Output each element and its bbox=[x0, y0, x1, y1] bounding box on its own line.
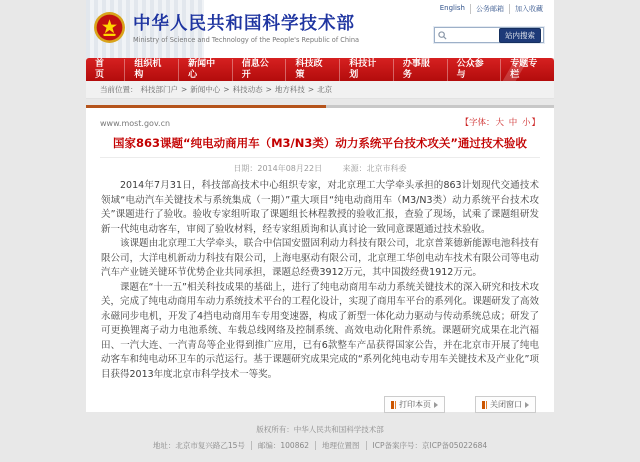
search-icon bbox=[438, 31, 447, 40]
nav-item-organization[interactable]: 组织机构 bbox=[124, 59, 178, 81]
footer-icp: ICP备案序号：京ICP备05022684 bbox=[372, 441, 488, 450]
font-size-medium[interactable]: 中 bbox=[508, 118, 518, 128]
article-paragraph: 2014年7月31日，科技部高技术中心组织专家，对北京理工大学牵头承担的863计划现代交通技术领域“电动汽车关键技术与系统集成（一期）”重大项目“纯电动商用车（M3/N3类）动力系统平台技术攻关”课题进行了验收。验收专家组听取了课题组长林程教授的验收汇报，查验了现场，试乘了课题组研发新一代纯电动客车，审阅了验收材料，经专家组质询和认真讨论一致同意课题通过技术验收。 bbox=[101, 180, 539, 235]
close-window-label: 关闭窗口 bbox=[490, 400, 522, 410]
close-bars-icon bbox=[482, 401, 487, 409]
page-column bbox=[86, 0, 554, 412]
search-input[interactable] bbox=[447, 29, 499, 41]
breadcrumb-link-portal[interactable]: 科技部门户 bbox=[140, 85, 178, 94]
footer-address: 地址：北京市复兴路乙15号 bbox=[147, 441, 252, 450]
article-paragraph: 课题在“十一五”相关科技成果的基础上，进行了纯电动商用车动力系统关键技术的深入研究和技术攻关，完成了纯电动商用车动力系统技术平台的工程化设计，实现了商用车平台的系列化。课题研发了高效永磁同步电机，开发了4挡电动商用车专用变速器，构成了新型一体化动力驱动与传动系统总成；研发了可更换锂离子动力电池系统、车载总线网络及控制系统、高效电动化附件系统。课题研究成果在北汽福田、一汽大连、一汽青岛等企业得到推广应用，已有6款整车产品获得国家公告，并在北京市开展了纯电动客车和纯电动环卫车的示范运行。基于课题研究成果完成的“系列化纯电动专用车关键技术及产业化”项目获得2013年度北京市科学技术一等奖。 bbox=[101, 281, 539, 380]
site-brand bbox=[93, 11, 359, 48]
search-button[interactable]: 站内搜索 bbox=[499, 28, 541, 43]
nav-item-public-participation[interactable]: 公众参与 bbox=[447, 59, 501, 81]
breadcrumb bbox=[86, 81, 554, 99]
site-footer bbox=[0, 412, 640, 451]
nav-item-st-policy[interactable]: 科技政策 bbox=[285, 59, 339, 81]
breadcrumb-separator: > bbox=[265, 85, 272, 94]
article-paragraph: 该课题由北京理工大学牵头，联合中信国安盟固利动力科技有限公司，北京普莱德新能源电池科技有限公司，大洋电机新动力科技有限公司，上海电驱动有限公司，北京理工华创电动车技术有限公司等电动汽车产业链关键环节优势企业共同承担，课题总经费3912万元，其中国拨经费1912万元。 bbox=[101, 238, 539, 279]
article-page bbox=[86, 105, 554, 412]
breadcrumb-separator: > bbox=[223, 85, 230, 94]
site-title: 中华人民共和国科学技术部 bbox=[133, 13, 355, 34]
nav-item-st-programs[interactable]: 科技计划 bbox=[339, 59, 393, 81]
nav-item-services[interactable]: 办事服务 bbox=[393, 59, 447, 81]
nav-item-info-disclosure[interactable]: 信息公开 bbox=[232, 59, 286, 81]
breadcrumb-separator: > bbox=[181, 85, 188, 94]
national-emblem-icon bbox=[93, 11, 126, 48]
article-meta bbox=[86, 158, 554, 177]
meta-row bbox=[86, 108, 554, 128]
article-title: 国家863课题“纯电动商用车（M3/N3类）动力系统平台技术攻关”通过技术验收 bbox=[113, 136, 527, 150]
font-size-prefix: 【字体： bbox=[460, 118, 495, 128]
breadcrumb-link-local-st[interactable]: 地方科技 bbox=[274, 85, 305, 94]
breadcrumb-link-news-center[interactable]: 新闻中心 bbox=[190, 85, 221, 94]
arrow-right-icon bbox=[525, 402, 529, 408]
article-source: 来源：北京市科委 bbox=[342, 164, 407, 174]
print-page-label: 打印本页 bbox=[399, 400, 431, 410]
article-date: 日期：2014年08月22日 bbox=[233, 164, 323, 174]
top-link-add-favorite[interactable]: 加入收藏 bbox=[515, 5, 543, 13]
site-search bbox=[434, 27, 544, 43]
site-header bbox=[86, 0, 554, 58]
main-navigation bbox=[86, 58, 554, 81]
font-size-widget bbox=[461, 116, 540, 128]
arrow-right-icon bbox=[434, 402, 438, 408]
nav-item-news-center[interactable]: 新闻中心 bbox=[178, 59, 232, 81]
font-size-suffix: 】 bbox=[531, 118, 540, 128]
breadcrumb-link-beijing[interactable]: 北京 bbox=[317, 85, 333, 94]
top-link-official-mail[interactable]: 公务邮箱 bbox=[471, 4, 510, 14]
breadcrumb-link-st-updates[interactable]: 科技动态 bbox=[232, 85, 263, 94]
nav-item-special-topics[interactable]: 专题专栏 bbox=[500, 59, 554, 81]
font-size-large[interactable]: 大 bbox=[495, 118, 505, 128]
footer-map-link[interactable]: 地理位置图 bbox=[316, 441, 367, 450]
article-actions bbox=[86, 396, 554, 413]
footer-copyright: 版权所有：中华人民共和国科学技术部 bbox=[256, 425, 384, 434]
site-subtitle: Ministry of Science and Technology of the People's Republic of China bbox=[133, 36, 360, 45]
top-utility-links bbox=[435, 4, 548, 14]
footer-info-line bbox=[0, 440, 640, 451]
breadcrumb-separator: > bbox=[307, 85, 315, 94]
brand-text bbox=[133, 15, 359, 44]
print-page-button[interactable] bbox=[384, 396, 445, 413]
close-window-button[interactable] bbox=[475, 396, 536, 413]
breadcrumb-label: 当前位置： bbox=[100, 85, 138, 94]
font-size-small[interactable]: 小 bbox=[521, 118, 531, 128]
nav-item-home[interactable]: 首 页 bbox=[95, 58, 105, 80]
article-body bbox=[86, 177, 554, 382]
print-bars-icon bbox=[391, 401, 396, 409]
site-url: www.most.gov.cn bbox=[100, 119, 171, 128]
footer-postcode: 邮编：100862 bbox=[252, 441, 316, 450]
top-link-english[interactable]: English bbox=[435, 4, 471, 14]
